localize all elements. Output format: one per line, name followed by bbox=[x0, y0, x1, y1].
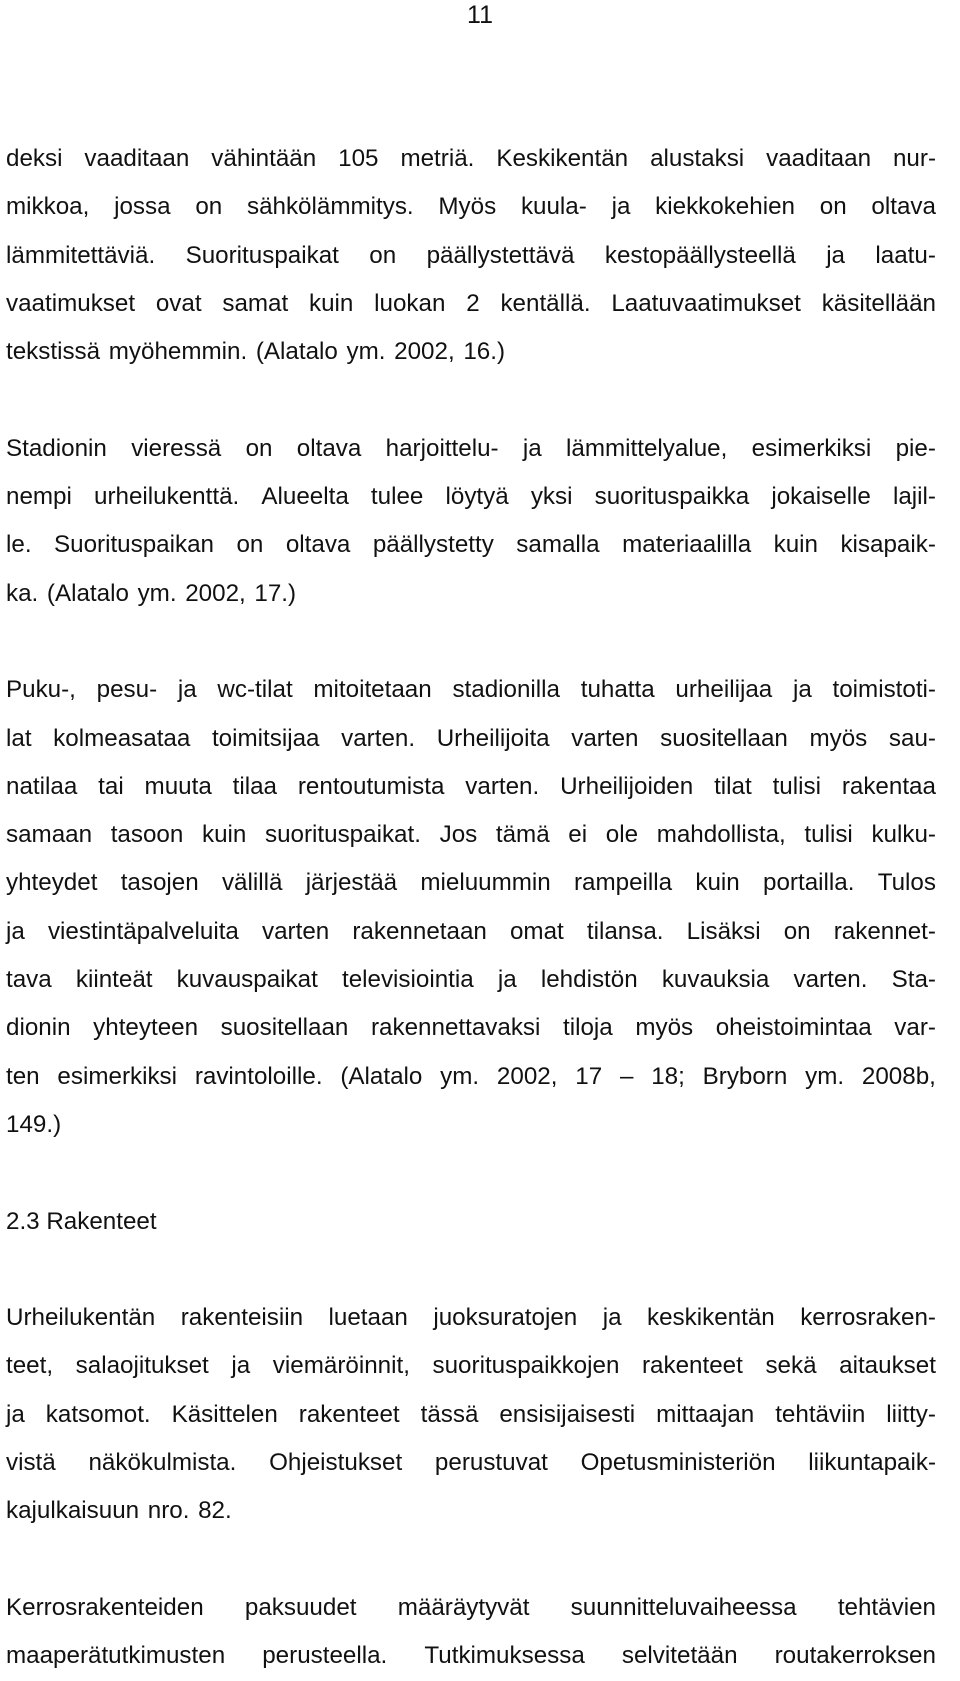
word: tilaa bbox=[232, 772, 278, 800]
word: vähintään bbox=[211, 145, 317, 172]
word: Puku-, bbox=[6, 676, 76, 704]
paragraph bbox=[6, 1294, 936, 1535]
text-line: kajulkaisuun nro. 82. bbox=[6, 1497, 232, 1525]
word: rampeilla bbox=[574, 869, 673, 897]
word: aitaukset bbox=[839, 1352, 936, 1380]
text-line: tekstissä myöhemmin. (Alatalo ym. 2002, 16.) bbox=[6, 338, 505, 366]
word: on bbox=[783, 917, 811, 945]
text-line bbox=[6, 1632, 936, 1680]
word: on bbox=[819, 193, 847, 221]
text-line bbox=[6, 473, 936, 521]
word: natilaa bbox=[6, 772, 78, 800]
word: suunnitteluvaiheessa bbox=[570, 1593, 797, 1621]
word: lajil- bbox=[892, 483, 936, 511]
word: lat bbox=[6, 724, 32, 752]
text-line bbox=[6, 183, 936, 231]
word: tilat bbox=[714, 772, 752, 800]
word: stadionilla bbox=[452, 676, 561, 704]
word: Urheilijoiden bbox=[560, 772, 694, 800]
word: yksi bbox=[530, 483, 573, 511]
word: lehdistön bbox=[540, 966, 638, 994]
word: ym. bbox=[440, 1062, 480, 1090]
word: deksi bbox=[6, 145, 63, 172]
word: käsitellään bbox=[821, 289, 936, 317]
word: oltava bbox=[296, 434, 362, 462]
word: oheistoimintaa bbox=[715, 1014, 872, 1042]
word: nempi bbox=[6, 483, 72, 511]
word: lämmittelyalue, bbox=[566, 434, 728, 462]
word: yhteyteen bbox=[93, 1014, 199, 1042]
text-line bbox=[6, 1391, 936, 1439]
word: pesu- bbox=[96, 676, 158, 704]
page-number: 11 bbox=[467, 1, 493, 29]
word: mieluummin bbox=[420, 869, 551, 897]
text-line bbox=[6, 521, 936, 569]
word: samaan bbox=[6, 821, 93, 849]
paragraph bbox=[6, 1584, 936, 1681]
word: Jos bbox=[439, 821, 478, 849]
word: päällystettävä bbox=[426, 241, 575, 269]
word: toimistoti- bbox=[832, 676, 936, 704]
text-line bbox=[6, 1342, 936, 1390]
word: kulku- bbox=[871, 821, 936, 849]
word: tasojen bbox=[120, 869, 199, 897]
word: myös bbox=[635, 1014, 694, 1042]
word: katsomot. bbox=[45, 1400, 151, 1428]
word: löytyä bbox=[445, 483, 509, 511]
word: varten bbox=[571, 724, 639, 752]
word: näkökulmista. bbox=[88, 1449, 237, 1477]
text-line bbox=[6, 425, 936, 473]
word: Bryborn bbox=[702, 1062, 788, 1090]
word: tulee bbox=[370, 483, 424, 511]
text-line bbox=[6, 232, 936, 280]
word: kestopäällysteellä bbox=[604, 241, 796, 269]
word: suorituspaikka bbox=[594, 483, 750, 511]
word: Ohjeistukset bbox=[269, 1449, 403, 1477]
word: tämä bbox=[495, 821, 550, 849]
word: materiaalilla bbox=[622, 531, 752, 559]
word: samalla bbox=[516, 531, 600, 559]
word: on bbox=[195, 193, 223, 221]
word: teet, bbox=[6, 1352, 54, 1380]
word: ym. bbox=[805, 1062, 845, 1090]
word: jokaiselle bbox=[771, 483, 871, 511]
word: kuin bbox=[201, 821, 247, 849]
word: vaatimukset bbox=[6, 289, 136, 317]
word: tava bbox=[6, 966, 52, 994]
word: ja bbox=[6, 917, 25, 945]
word: tasoon bbox=[110, 821, 184, 849]
word: tehtäviin bbox=[775, 1400, 866, 1428]
word: urheilukenttä. bbox=[94, 483, 240, 511]
word: juoksuratojen bbox=[433, 1304, 578, 1332]
text-line bbox=[6, 715, 936, 763]
word: Kerrosrakenteiden bbox=[6, 1593, 204, 1621]
word: ja bbox=[6, 1400, 25, 1428]
word: suorituspaikat. bbox=[264, 821, 421, 849]
word: kuin bbox=[773, 531, 818, 559]
word: ja bbox=[602, 1304, 622, 1332]
word: metriä. bbox=[400, 145, 475, 172]
word: myös bbox=[809, 724, 868, 752]
word: lämmitettäviä. bbox=[6, 241, 156, 269]
word: kerrosraken- bbox=[800, 1304, 936, 1332]
word: samat bbox=[222, 289, 289, 317]
word: Alueelta bbox=[261, 483, 349, 511]
word: päällystetty bbox=[372, 531, 494, 559]
word: 2 bbox=[466, 289, 480, 317]
word: sau- bbox=[888, 724, 936, 752]
paragraph bbox=[6, 666, 936, 1149]
word: ensisijaisesti bbox=[499, 1400, 636, 1428]
word: ten bbox=[6, 1062, 40, 1090]
section-heading: 2.3 Rakenteet bbox=[6, 1207, 157, 1235]
word: suositellaan bbox=[220, 1014, 349, 1042]
word: kuvauksia bbox=[661, 966, 770, 994]
word: mittaajan bbox=[656, 1400, 755, 1428]
word: tuhatta bbox=[580, 676, 655, 704]
word: ravintoloille. bbox=[194, 1062, 323, 1090]
word: viestintäpalveluita bbox=[47, 917, 239, 945]
word: tehtävien bbox=[837, 1593, 936, 1621]
word: (Alatalo bbox=[340, 1062, 423, 1090]
word: Tutkimuksessa bbox=[424, 1642, 585, 1670]
word: oltava bbox=[285, 531, 351, 559]
text-line bbox=[6, 908, 936, 956]
word: vaaditaan bbox=[766, 145, 872, 172]
document-body bbox=[6, 135, 936, 1681]
word: on bbox=[245, 434, 273, 462]
word: Suorituspaikan bbox=[54, 531, 215, 559]
word: dionin bbox=[6, 1014, 71, 1042]
word: rakennet- bbox=[833, 917, 936, 945]
text-line bbox=[6, 280, 936, 328]
word: järjestää bbox=[305, 869, 398, 897]
word: mikkoa, bbox=[6, 193, 90, 221]
word: keskikentän bbox=[647, 1304, 775, 1332]
word: salaojitukset bbox=[75, 1352, 209, 1380]
word: tiloja bbox=[563, 1014, 613, 1042]
word: kentällä. bbox=[500, 289, 591, 317]
word: ja bbox=[497, 966, 517, 994]
text-line bbox=[6, 1004, 936, 1052]
word: laatu- bbox=[875, 241, 936, 269]
paragraph bbox=[6, 425, 936, 618]
word: ja bbox=[826, 241, 846, 269]
word: Tulos bbox=[877, 869, 936, 897]
word: 2008b, bbox=[861, 1062, 936, 1090]
word: televisiointia bbox=[341, 966, 474, 994]
word: paksuudet bbox=[244, 1593, 357, 1621]
word: rentoutumista bbox=[297, 772, 445, 800]
word: maaperätutkimusten bbox=[6, 1642, 226, 1670]
word: ja bbox=[611, 193, 631, 221]
word: omat bbox=[509, 917, 564, 945]
word: Myös bbox=[438, 193, 497, 221]
text-line: ka. (Alatalo ym. 2002, 17.) bbox=[6, 579, 297, 607]
word: rakenteet bbox=[642, 1352, 743, 1380]
word: ja bbox=[792, 676, 812, 704]
word: liikuntapaik- bbox=[808, 1449, 936, 1477]
word: sekä bbox=[765, 1352, 817, 1380]
word: 2002, bbox=[496, 1062, 558, 1090]
word: yhteydet bbox=[6, 869, 98, 897]
word: ei bbox=[568, 821, 588, 849]
word: välillä bbox=[221, 869, 283, 897]
word: kuvauspaikat bbox=[176, 966, 318, 994]
word: ole bbox=[605, 821, 639, 849]
word: ja bbox=[231, 1352, 251, 1380]
word: vieressä bbox=[131, 434, 222, 462]
word: kuula- bbox=[520, 193, 587, 221]
text-line bbox=[6, 859, 936, 907]
word: sähkölämmitys. bbox=[246, 193, 414, 221]
word: varten. bbox=[793, 966, 868, 994]
word: tässä bbox=[420, 1400, 479, 1428]
word: urheilijaa bbox=[675, 676, 773, 704]
word: kisapaik- bbox=[840, 531, 936, 559]
word: nur- bbox=[892, 145, 936, 172]
word: ja bbox=[177, 676, 197, 704]
word: tilansa. bbox=[586, 917, 664, 945]
word: Suorituspaikat bbox=[185, 241, 339, 269]
word: kuin bbox=[309, 289, 354, 317]
word: rakennettavaksi bbox=[370, 1014, 541, 1042]
word: routakerroksen bbox=[774, 1642, 936, 1670]
text-line: 149.) bbox=[6, 1110, 62, 1138]
text-line bbox=[6, 135, 936, 183]
word: selvitetään bbox=[621, 1642, 738, 1670]
word: 17 bbox=[575, 1062, 603, 1090]
word: ja bbox=[522, 434, 542, 462]
word: 105 bbox=[338, 145, 379, 172]
word: le. bbox=[6, 531, 32, 559]
word: wc-tilat bbox=[217, 676, 293, 704]
word: portailla. bbox=[763, 869, 855, 897]
word: Lisäksi bbox=[686, 917, 761, 945]
word: viemäröinnit, bbox=[272, 1352, 410, 1380]
word: kolmeasataa bbox=[53, 724, 191, 752]
word: mitoitetaan bbox=[313, 676, 432, 704]
word: Keskikentän bbox=[496, 145, 629, 172]
word: Käsittelen bbox=[171, 1400, 278, 1428]
text-line bbox=[6, 1053, 936, 1101]
word: vistä bbox=[6, 1449, 56, 1477]
word: tulisi bbox=[804, 821, 853, 849]
text-line bbox=[6, 956, 936, 1004]
word: rakennetaan bbox=[352, 917, 487, 945]
word: liitty- bbox=[886, 1400, 936, 1428]
word: suorituspaikkojen bbox=[432, 1352, 620, 1380]
word: Stadionin bbox=[6, 434, 107, 462]
word: rakenteet bbox=[298, 1400, 400, 1428]
word: perustuvat bbox=[434, 1449, 548, 1477]
paragraph bbox=[6, 135, 936, 376]
word: esimerkiksi bbox=[751, 434, 872, 462]
word: on bbox=[369, 241, 397, 269]
word: määräytyvät bbox=[397, 1593, 530, 1621]
text-line bbox=[6, 811, 936, 859]
word: tai bbox=[98, 772, 124, 800]
word: luetaan bbox=[328, 1304, 408, 1332]
word: jossa bbox=[114, 193, 171, 221]
word: varten. bbox=[465, 772, 540, 800]
word: pie- bbox=[895, 434, 936, 462]
word: Sta- bbox=[891, 966, 936, 994]
word: rakentaa bbox=[841, 772, 936, 800]
word: luokan bbox=[374, 289, 446, 317]
text-line bbox=[6, 1439, 936, 1487]
word: alustaksi bbox=[650, 145, 745, 172]
word: ovat bbox=[155, 289, 202, 317]
word: oltava bbox=[871, 193, 936, 221]
word: Urheilukentän bbox=[6, 1304, 156, 1332]
word: var- bbox=[894, 1014, 936, 1042]
word: kiekkokehien bbox=[655, 193, 795, 221]
word: – bbox=[619, 1062, 634, 1090]
word: varten bbox=[262, 917, 330, 945]
word: vaaditaan bbox=[84, 145, 190, 172]
word: toimitsijaa bbox=[211, 724, 320, 752]
word: Opetusministeriön bbox=[580, 1449, 776, 1477]
word: perusteella. bbox=[262, 1642, 388, 1670]
word: esimerkiksi bbox=[57, 1062, 178, 1090]
text-line bbox=[6, 1294, 936, 1342]
word: harjoittelu- bbox=[385, 434, 499, 462]
word: on bbox=[236, 531, 264, 559]
word: rakenteisiin bbox=[180, 1304, 304, 1332]
word: tulisi bbox=[772, 772, 821, 800]
word: muuta bbox=[144, 772, 212, 800]
word: suositellaan bbox=[660, 724, 788, 752]
text-line bbox=[6, 763, 936, 811]
word: Urheilijoita bbox=[436, 724, 550, 752]
word: 18; bbox=[651, 1062, 685, 1090]
word: mahdollista, bbox=[656, 821, 786, 849]
word: kuin bbox=[695, 869, 740, 897]
word: kiinteät bbox=[75, 966, 153, 994]
word: Laatuvaatimukset bbox=[611, 289, 801, 317]
text-line bbox=[6, 666, 936, 714]
text-line bbox=[6, 1584, 936, 1632]
word: varten. bbox=[341, 724, 416, 752]
